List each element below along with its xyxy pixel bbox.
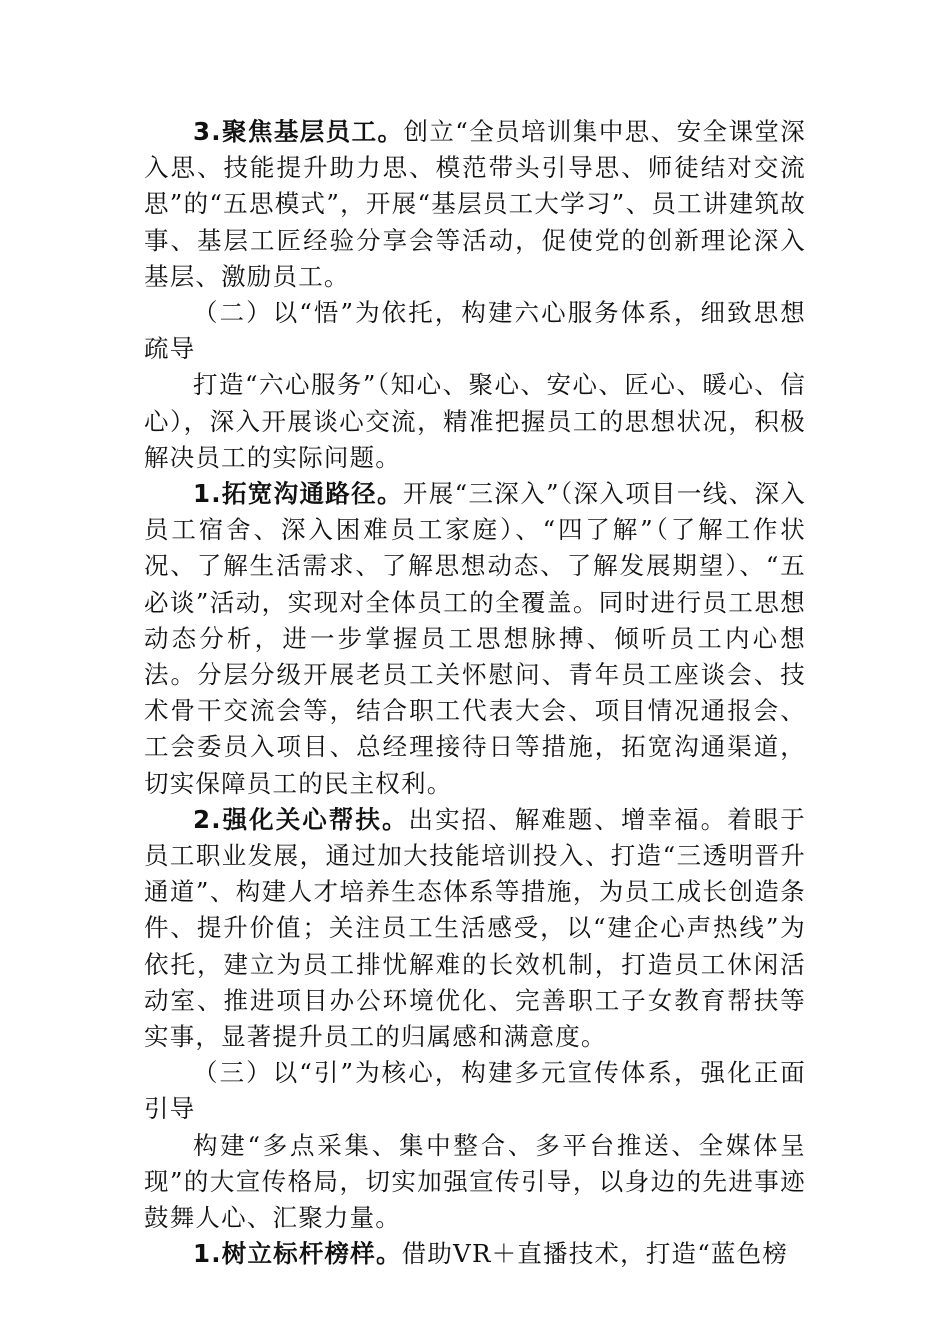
paragraph-publicity-pattern [144,1128,806,1237]
paragraph-lead: 1.拓宽沟通路径。 [193,479,403,509]
paragraph-text: 打造“六心服务”（知心、聚心、安心、匠心、暖心、信心），深入开展谈心交流，精准把握员工的思想状况，积极解决员工的实际问题。 [144,370,806,472]
paragraph-focus-grassroots [144,114,806,295]
document-page [144,114,806,1273]
section-heading-3: （三）以“引”为核心，构建多元宣传体系，强化正面引导 [144,1058,806,1124]
paragraph-text: 创立“全员培训集中思、安全课堂深入思、技能提升助力思、模范带头引导思、师徒结对交流思”的“五思模式”，开展“基层员工大学习”、员工讲建筑故事、基层工匠经验分享会等活动，促使党的创新理论深入基层、激励员工。 [144,117,806,291]
paragraph-role-models [144,1236,806,1272]
section-heading-2: （二）以“悟”为依托，构建六心服务体系，细致思想疏导 [144,298,806,364]
paragraph-text: 借助VR＋直播技术，打造“蓝色榜 [401,1239,789,1269]
paragraph-lead: 1.树立标杆榜样。 [193,1239,402,1269]
paragraph-broaden-communication [144,476,806,802]
paragraph-lead: 2.强化关心帮扶。 [193,804,409,834]
paragraph-six-heart-service [144,367,806,476]
paragraph-text: 构建“多点采集、集中整合、多平台推送、全媒体呈现”的大宣传格局，切实加强宣传引导，以身边的先进事迹鼓舞人心、汇聚力量。 [144,1130,806,1233]
paragraph-text: 出实招、解难题、增幸福。着眼于员工职业发展，通过加大技能培训投入、打造“三透明晋升通道”、构建人才培养生态体系等措施，为员工成长创造条件、提升价值；关注员工生活感受，以“建企心声热线”为依托，建立为员工排忧解难的长效机制，打造员工休闲活动室、推进项目办公环境优化、完善职工子女教育帮扶等实事，显著提升员工的归属感和满意度。 [144,804,807,1052]
paragraph-text: 开展“三深入”（深入项目一线、深入员工宿舍、深入困难员工家庭）、“四了解”（了解工作状况、了解生活需求、了解思想动态、了解发展期望）、“五必谈”活动，实现对全体员工的全覆盖。同时进行员工思想动态分析，进一步掌握员工思想脉搏、倾听员工内心想法。分层分级开展老员工关怀慰问、青年员工座谈会、技术骨干交流会等，结合职工代表大会、项目情况通报会、工会委员入项目、总经理接待日等措施，拓宽沟通渠道，切实保障员工的民主权利。 [144,479,807,798]
paragraph-strengthen-care [144,802,806,1055]
paragraph-lead: 3.聚焦基层员工。 [193,117,404,146]
